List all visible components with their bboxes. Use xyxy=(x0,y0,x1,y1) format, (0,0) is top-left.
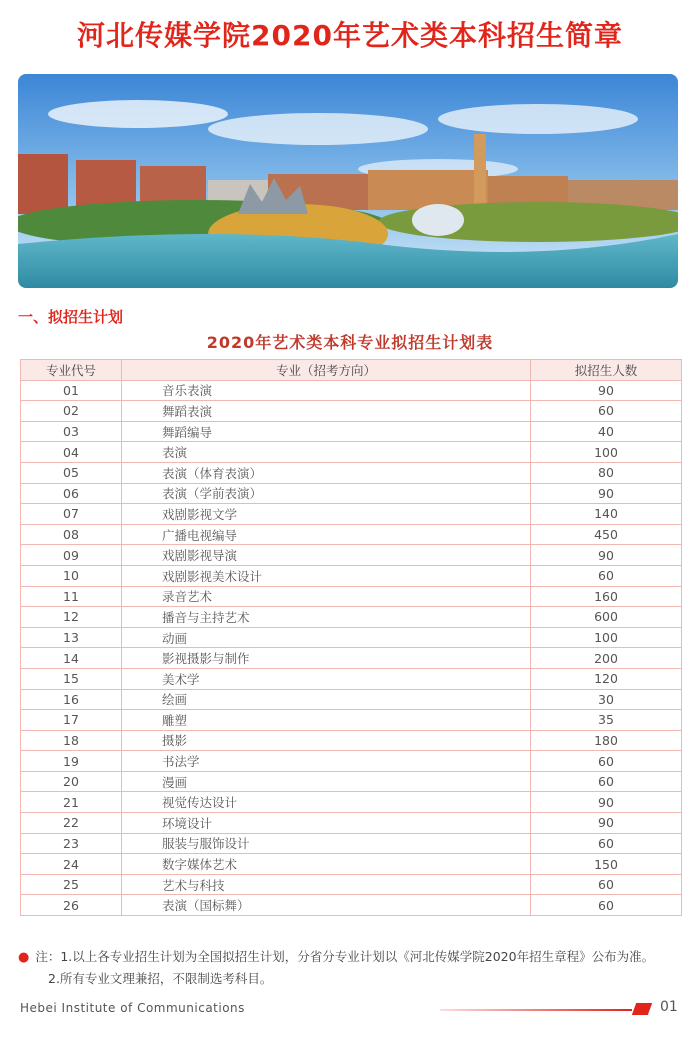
page-title: 河北传媒学院2020年艺术类本科招生简章 xyxy=(77,19,623,52)
table-row xyxy=(21,462,682,483)
major-name: 摄影 xyxy=(122,730,531,751)
major-code: 23 xyxy=(21,833,122,854)
table-row xyxy=(21,813,682,834)
major-code: 08 xyxy=(21,524,122,545)
enrollment-count: 120 xyxy=(531,668,682,689)
major-name: 戏剧影视导演 xyxy=(122,545,531,566)
table-row xyxy=(21,442,682,463)
major-code: 02 xyxy=(21,401,122,422)
table-row xyxy=(21,401,682,422)
major-code: 07 xyxy=(21,504,122,525)
major-name: 绘画 xyxy=(122,689,531,710)
footer-mark-icon xyxy=(632,1003,652,1015)
major-code: 18 xyxy=(21,730,122,751)
enrollment-count: 60 xyxy=(531,565,682,586)
table-row xyxy=(21,730,682,751)
enrollment-count: 40 xyxy=(531,421,682,442)
enrollment-count: 180 xyxy=(531,730,682,751)
major-name: 表演（国标舞） xyxy=(122,895,531,916)
enrollment-count: 200 xyxy=(531,648,682,669)
major-code: 11 xyxy=(21,586,122,607)
enrollment-count: 600 xyxy=(531,607,682,628)
major-code: 21 xyxy=(21,792,122,813)
major-name: 表演（体育表演） xyxy=(122,462,531,483)
table-row xyxy=(21,586,682,607)
table-row xyxy=(21,504,682,525)
table-row xyxy=(21,668,682,689)
enrollment-count: 140 xyxy=(531,504,682,525)
major-code: 16 xyxy=(21,689,122,710)
major-name: 影视摄影与制作 xyxy=(122,648,531,669)
major-name: 音乐表演 xyxy=(122,380,531,401)
footer-institution: Hebei Institute of Communications xyxy=(20,1001,245,1015)
major-name: 艺术与科技 xyxy=(122,874,531,895)
major-name: 动画 xyxy=(122,627,531,648)
major-code: 03 xyxy=(21,421,122,442)
major-code: 17 xyxy=(21,710,122,731)
major-name: 表演 xyxy=(122,442,531,463)
major-name: 广播电视编导 xyxy=(122,524,531,545)
note-line-2 xyxy=(18,968,682,989)
footer-divider xyxy=(440,1009,632,1011)
table-row xyxy=(21,627,682,648)
major-name: 视觉传达设计 xyxy=(122,792,531,813)
table-row xyxy=(21,895,682,916)
table-row xyxy=(21,565,682,586)
major-code: 20 xyxy=(21,771,122,792)
major-name: 表演（学前表演） xyxy=(122,483,531,504)
major-code: 25 xyxy=(21,874,122,895)
table-row xyxy=(21,689,682,710)
major-code: 15 xyxy=(21,668,122,689)
major-name: 戏剧影视美术设计 xyxy=(122,565,531,586)
enrollment-count: 80 xyxy=(531,462,682,483)
note-line-1 xyxy=(18,946,682,968)
enrollment-count: 450 xyxy=(531,524,682,545)
table-row xyxy=(21,771,682,792)
section-heading: 一、拟招生计划 xyxy=(18,308,124,326)
note-text-2: 2.所有专业文理兼招，不限制选考科目。 xyxy=(48,971,273,986)
major-name: 录音艺术 xyxy=(122,586,531,607)
table-row xyxy=(21,607,682,628)
page-number: 01 xyxy=(660,999,678,1015)
enrollment-count: 60 xyxy=(531,401,682,422)
major-name: 数字媒体艺术 xyxy=(122,854,531,875)
enrollment-count: 35 xyxy=(531,710,682,731)
enrollment-count: 90 xyxy=(531,792,682,813)
bullet-dot-icon: ● xyxy=(18,950,30,965)
major-code: 26 xyxy=(21,895,122,916)
enrollment-count: 90 xyxy=(531,545,682,566)
campus-photo xyxy=(18,74,678,288)
major-name: 环境设计 xyxy=(122,813,531,834)
major-code: 06 xyxy=(21,483,122,504)
major-name: 美术学 xyxy=(122,668,531,689)
enrollment-count: 150 xyxy=(531,854,682,875)
table-row xyxy=(21,854,682,875)
major-code: 22 xyxy=(21,813,122,834)
note-text-1: 注：1.以上各专业招生计划为全国拟招生计划，分省分专业计划以《河北传媒学院2020年招生章程》公布为准。 xyxy=(35,949,655,964)
major-code: 19 xyxy=(21,751,122,772)
enrollment-count: 60 xyxy=(531,751,682,772)
enrollment-count: 90 xyxy=(531,380,682,401)
table-row xyxy=(21,792,682,813)
major-name: 书法学 xyxy=(122,751,531,772)
table-row xyxy=(21,648,682,669)
table-title: 2020年艺术类本科专业拟招生计划表 xyxy=(206,333,494,352)
major-name: 舞蹈编导 xyxy=(122,421,531,442)
enrollment-count: 60 xyxy=(531,895,682,916)
enrollment-count: 90 xyxy=(531,813,682,834)
table-row xyxy=(21,751,682,772)
notes xyxy=(18,946,682,989)
column-header-count: 拟招生人数 xyxy=(531,360,682,381)
major-code: 09 xyxy=(21,545,122,566)
enrollment-count: 60 xyxy=(531,771,682,792)
enrollment-plan-table xyxy=(20,359,682,916)
table-row xyxy=(21,874,682,895)
major-name: 播音与主持艺术 xyxy=(122,607,531,628)
major-code: 12 xyxy=(21,607,122,628)
table-row xyxy=(21,545,682,566)
major-code: 10 xyxy=(21,565,122,586)
table-row xyxy=(21,483,682,504)
major-code: 13 xyxy=(21,627,122,648)
table-row xyxy=(21,524,682,545)
major-name: 戏剧影视文学 xyxy=(122,504,531,525)
table-row xyxy=(21,421,682,442)
major-name: 服装与服饰设计 xyxy=(122,833,531,854)
column-header-code: 专业代号 xyxy=(21,360,122,381)
enrollment-count: 90 xyxy=(531,483,682,504)
major-name: 漫画 xyxy=(122,771,531,792)
enrollment-count: 100 xyxy=(531,627,682,648)
column-header-major: 专业（招考方向） xyxy=(122,360,531,381)
major-code: 14 xyxy=(21,648,122,669)
table-row xyxy=(21,833,682,854)
enrollment-count: 100 xyxy=(531,442,682,463)
table-header-row xyxy=(21,360,682,381)
major-code: 05 xyxy=(21,462,122,483)
major-name: 舞蹈表演 xyxy=(122,401,531,422)
major-code: 24 xyxy=(21,854,122,875)
major-name: 雕塑 xyxy=(122,710,531,731)
table-body xyxy=(21,380,682,915)
table-row xyxy=(21,710,682,731)
table-row xyxy=(21,380,682,401)
enrollment-count: 160 xyxy=(531,586,682,607)
enrollment-count: 60 xyxy=(531,833,682,854)
enrollment-count: 60 xyxy=(531,874,682,895)
major-code: 04 xyxy=(21,442,122,463)
major-code: 01 xyxy=(21,380,122,401)
enrollment-count: 30 xyxy=(531,689,682,710)
